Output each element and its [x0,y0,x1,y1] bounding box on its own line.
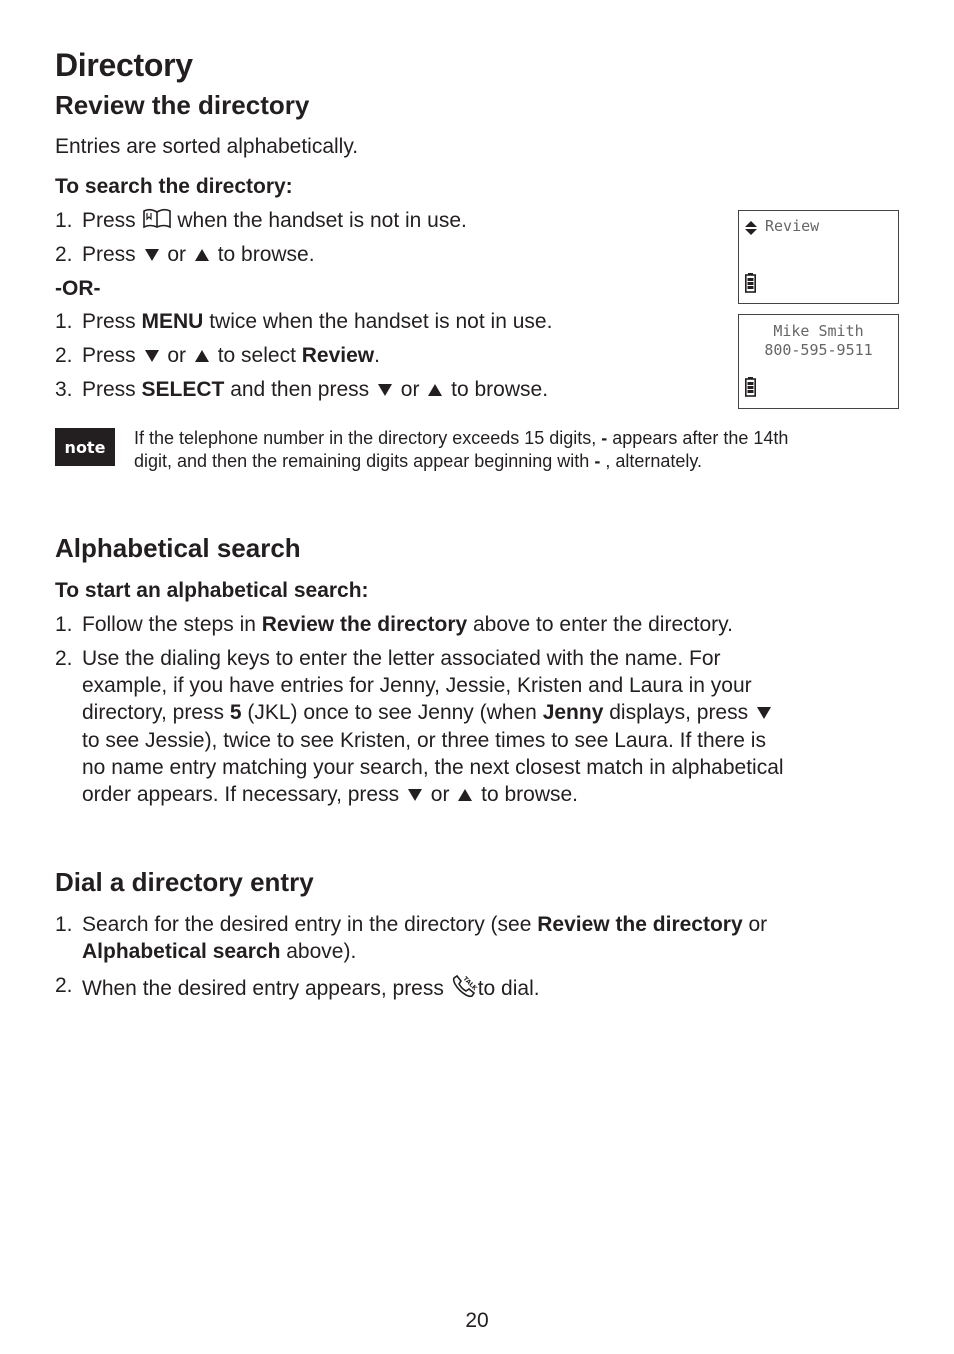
alpha-step-2-line3 [82,699,774,726]
dash-symbol: - [594,451,601,471]
step-text: Press [82,378,142,401]
step-text: above to enter the directory. [467,613,733,636]
step-number: 2. [55,243,73,266]
note-text: appears after the 14th [607,428,789,448]
screen-review-text: Review [765,217,820,235]
review-subheading: To search the directory: [55,175,293,198]
step-text: or [742,913,768,936]
review-step-b1 [82,308,552,335]
alpha-step-2-line5: no name entry matching your search, the next closest match in alphabetical [82,756,784,779]
step-text: . [374,344,380,367]
screen-entry-number: 800-595-9511 [764,341,873,359]
review-label: Review [301,344,375,367]
up-arrow-icon [428,384,442,396]
dial-heading: Dial a directory entry [55,867,314,897]
step-text: and then press [224,378,375,401]
step-text: above). [280,940,357,963]
alpha-subheading: To start an alphabetical search: [55,579,369,602]
down-arrow-icon [408,789,422,801]
page-number: 20 [465,1309,489,1332]
step-text: to browse. [445,378,549,401]
review-step-b2 [82,342,380,369]
step-number: 2. [55,344,73,367]
step-number: 1. [55,913,73,936]
step-number: 2. [55,647,73,670]
alpha-heading: Alphabetical search [55,533,301,563]
step-text: displays, press [603,701,749,724]
note-line-2 [134,450,702,473]
step-text: Follow the steps in [82,613,262,636]
note-badge: note [55,428,115,466]
review-step-a1 [82,207,467,236]
battery-icon [745,377,756,402]
review-step-a2 [82,241,315,268]
up-arrow-icon [195,350,209,362]
step-text: to browse. [475,783,578,806]
up-arrow-icon [458,789,472,801]
step-text: When the desired entry appears, press [82,977,450,1001]
svg-text:TALK: TALK [461,975,478,993]
down-arrow-icon [145,350,159,362]
step-text: or [161,344,192,367]
page-title: Directory [55,47,193,83]
step-text: or [424,783,456,806]
down-arrow-icon [378,384,392,396]
review-heading: Review the directory [55,90,310,120]
step-text: to dial. [477,977,540,1001]
step-text: Press [82,209,142,233]
dash-symbol: - [601,428,608,448]
step-text: Search for the desired entry in the directory (see [82,913,538,936]
step-text: (JKL) once to see Jenny (when [241,701,543,724]
step-text: twice when the handset is not in use. [203,310,553,333]
step-number: 1. [55,613,73,636]
screen-entry-name: Mike Smith [773,322,864,340]
review-step-b3 [82,376,548,403]
ref-alpha: Alphabetical search [82,940,281,963]
note-text: digit, and then the remaining digits appear beginning with [134,451,595,471]
step-text: Press [82,344,142,367]
note-text: , alternately. [600,451,703,471]
alpha-step-2-line4: to see Jessie), twice to see Kristen, or three times to see Laura. If there is [82,729,766,752]
down-arrow-icon [145,249,159,261]
dial-step-1-line1 [82,911,767,938]
step-text: when the handset is not in use. [171,209,467,233]
menu-key-label: MENU [141,310,204,333]
step-number: 1. [55,209,73,232]
or-separator: -OR- [55,277,101,300]
note-line-1 [134,427,788,450]
key-5: 5 [229,701,242,724]
updown-icon [745,221,757,240]
ref-review: Review the directory [261,613,468,636]
step-text: directory, press [82,701,230,724]
step-text: or [161,243,192,266]
step-text: to browse. [211,243,315,266]
select-key-label: SELECT [141,378,225,401]
directory-book-icon [142,207,172,236]
ref-review: Review the directory [537,913,743,936]
step-text: order appears. If necessary, press [82,783,405,806]
step-number: 2. [55,974,73,997]
step-text: to select [211,344,302,367]
alpha-step-2-line1: Use the dialing keys to enter the letter associated with the name. For [82,647,721,670]
dial-step-1-line2 [82,938,356,965]
step-text: or [394,378,426,401]
handset-screen-entry [738,314,899,409]
alpha-step-1 [82,611,733,638]
name-jenny: Jenny [542,701,604,724]
down-arrow-icon [757,707,771,719]
talk-phone-icon [450,972,478,1007]
alpha-step-2-line2: example, if you have entries for Jenny, Jessie, Kristen and Laura in your [82,674,752,697]
handset-screen-review [738,210,899,304]
step-number: 1. [55,310,73,333]
battery-icon [745,273,756,298]
step-text: Press [82,243,142,266]
note-text: If the telephone number in the directory exceeds 15 digits, [134,428,602,448]
step-text: Press [82,310,142,333]
dial-step-2 [82,972,540,1007]
up-arrow-icon [195,249,209,261]
step-number: 3. [55,378,73,401]
alpha-step-2-line6 [82,781,578,808]
review-intro: Entries are sorted alphabetically. [55,135,359,158]
